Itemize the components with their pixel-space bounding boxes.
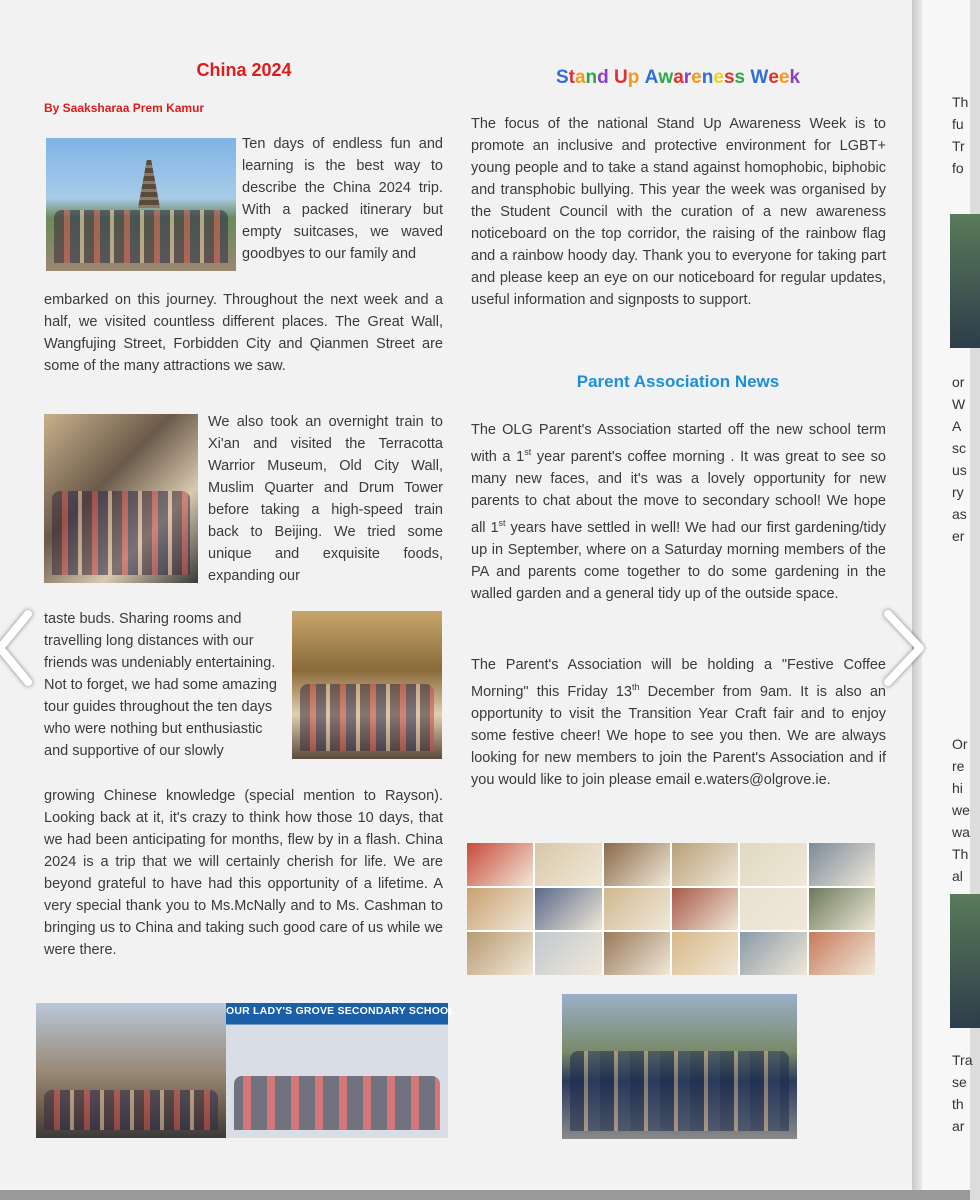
standup-title-letter: r (683, 67, 692, 88)
next-page-text-fragment: sc (952, 440, 966, 456)
standup-title-letter: n (701, 67, 714, 88)
collage-photo (535, 843, 601, 886)
next-page-text-fragment: re (952, 758, 965, 774)
collage-photo (672, 843, 738, 886)
parent-association-paragraph-2: The Parent's Association will be holding a "Festive Coffee Morning" this Friday 13th December from 9am. It is also an opportunity to visit the Transition Year Craft fair and to enjoy some festive cheer! We hope to see you then. We are always looking for new members to join the Parent's Association and if you would like to join please email e.waters@olgrove.ie. (471, 657, 887, 788)
standup-title-letter: k (789, 67, 801, 88)
china-paragraph-5: growing Chinese knowledge (special mention to Rayson). Looking back at it, it's crazy to think how those 10 days, that we had been anticipating for months, flew by in a flash. China 2024 is a trip that we will certainly cherish for life. We are beyond grateful to have had this opportunity of a lifetime. A very special thank you to Ms.McNally and to Ms. Cashman to bringing us to China and taking such good care of us while we were there. (44, 788, 443, 958)
collage-photo (604, 843, 670, 886)
collage-photo (535, 932, 601, 975)
next-page-text-fragment: Tr (952, 138, 965, 154)
next-page-text-fragment: fu (952, 116, 964, 132)
next-page-text-fragment: ar (952, 1118, 965, 1134)
next-page-text-fragment: ry (952, 484, 964, 500)
next-page-text-fragment: us (952, 462, 967, 478)
parent-association-title: Parent Association News (576, 372, 780, 391)
next-page-photo (950, 214, 980, 348)
collage-photo (604, 932, 670, 975)
standup-title-letter: e (713, 67, 724, 88)
next-page-text-fragment: Tra (952, 1052, 973, 1068)
segway-group-photo (562, 994, 797, 1139)
next-page-text-fragment: A (952, 418, 962, 434)
standup-title-letter: a (574, 67, 586, 88)
china-title: China 2024 (196, 60, 292, 80)
next-page-text-fragment: al (952, 868, 963, 884)
standup-title-letter: n (585, 67, 598, 88)
standup-title-letter: W (750, 67, 769, 88)
previous-page-arrow-icon[interactable] (0, 608, 42, 688)
standup-title-letter: w (658, 67, 674, 88)
craft-fair-photo-collage (467, 843, 875, 975)
standup-body: The focus of the national Stand Up Awareness Week is to promote an inclusive and protective environment for LGBT+ young people and to take a stand against homophobic, biphobic and transphobic bullying. This year the week was organised by the Student Council with the curation of a new awareness noticeboard on the top corridor, the raising of the rainbow flag and a rainbow hoody day. Thank you to everyone for taking part and please keep an eye on our noticeboard for regular updates, useful information and signposts to support. (471, 116, 886, 308)
train-cabin-photo (44, 414, 198, 583)
next-page-text-fragment: W (952, 396, 966, 412)
china-paragraph-1: Ten days of endless fun and learning is the best way to describe the China 2024 trip. With a packed itinerary but empty suitcases, we waved goodbyes to our family and (242, 136, 443, 262)
collage-photo (740, 888, 806, 931)
china-group-pagoda-photo (46, 138, 236, 271)
standup-title-letter: p (627, 67, 640, 88)
next-page-text-fragment: we (952, 802, 970, 818)
collage-photo (467, 932, 533, 975)
collage-photo (809, 932, 875, 975)
next-page-preview (922, 0, 973, 1200)
parent-association-paragraph-1: The OLG Parent's Association started off the new school term with a 1st year parent's coffee morning . It was great to see so many new faces, and it's was a lovely opportunity for new parents to chat about the move to secondary school! We hope all 1st years have settled in well! We had our first gardening/tidy up in September, where on a Saturday morning members of the PA and parents come together to do some gardening in the walled garden and a general tidy up of the outside space. (471, 422, 887, 602)
china-paragraph-3: We also took an overnight train to Xi'an and visited the Terracotta Warrior Museum, Old City Wall, Muslim Quarter and Drum Tower before taking a high-speed train back to Beijing. We tried some unique and exquisite foods, expanding our (208, 414, 443, 584)
standup-title (470, 67, 886, 89)
standup-title-letter: d (597, 67, 609, 88)
collage-photo (809, 843, 875, 886)
standup-title-letter: t (568, 67, 575, 88)
collage-photo (535, 888, 601, 931)
next-page-text-fragment: as (952, 506, 967, 522)
collage-photo (809, 888, 875, 931)
standup-title-letter: U (614, 67, 628, 88)
standup-title-letter: A (644, 67, 659, 88)
next-page-text-fragment: se (952, 1074, 967, 1090)
next-page-text-fragment: Th (952, 94, 969, 110)
collage-photo (604, 888, 670, 931)
next-page-text-fragment: er (952, 528, 965, 544)
next-page-text-fragment: hi (952, 780, 963, 796)
collage-photo (467, 843, 533, 886)
next-page-text-fragment: fo (952, 160, 964, 176)
page-fold-shadow (912, 0, 922, 1200)
standup-title-letter: S (555, 67, 569, 88)
next-page-text-fragment: Or (952, 736, 968, 752)
collage-photo (740, 843, 806, 886)
china-paragraph-4: taste buds. Sharing rooms and travelling long distances with our friends was undeniably entertaining. Not to forget, we had some amazing tour guides throughout the ten days who were nothing but enthusiastic and supportive of our slowly (44, 611, 277, 759)
collage-photo (740, 932, 806, 975)
standup-title-letter: s (734, 67, 746, 88)
collage-photo (672, 888, 738, 931)
collage-photo (672, 932, 738, 975)
standup-title-letter: a (673, 67, 684, 88)
standup-title-letter: e (778, 67, 790, 88)
standup-title-letter: e (691, 67, 702, 88)
bottom-scrollbar (0, 1190, 970, 1200)
standup-title-letter: s (723, 67, 735, 88)
next-page-text-fragment: th (952, 1096, 964, 1112)
group-dinner-photo (292, 611, 442, 759)
next-page-arrow-icon[interactable] (880, 608, 930, 688)
china-paragraph-2: embarked on this journey. Throughout the next week and a half, we visited countless different places. The Great Wall, Wangfujing Street, Forbidden City and Qianmen Street are some of the many attractions we saw. (44, 292, 443, 374)
school-banner-text: OUR LADY'S GROVE SECONDARY SCHOOL (226, 1005, 456, 1017)
standup-title-letter: e (768, 67, 779, 88)
next-page-photo (950, 894, 980, 1028)
school-entrance-group-photo (226, 1003, 456, 1138)
next-page-text-fragment: or (952, 374, 965, 390)
collage-photo (467, 888, 533, 931)
next-page-text-fragment: wa (952, 824, 970, 840)
next-page-text-fragment: Th (952, 846, 969, 862)
great-wall-group-photo (36, 1003, 226, 1138)
china-byline: By Saaksharaa Prem Kamur (44, 101, 205, 115)
